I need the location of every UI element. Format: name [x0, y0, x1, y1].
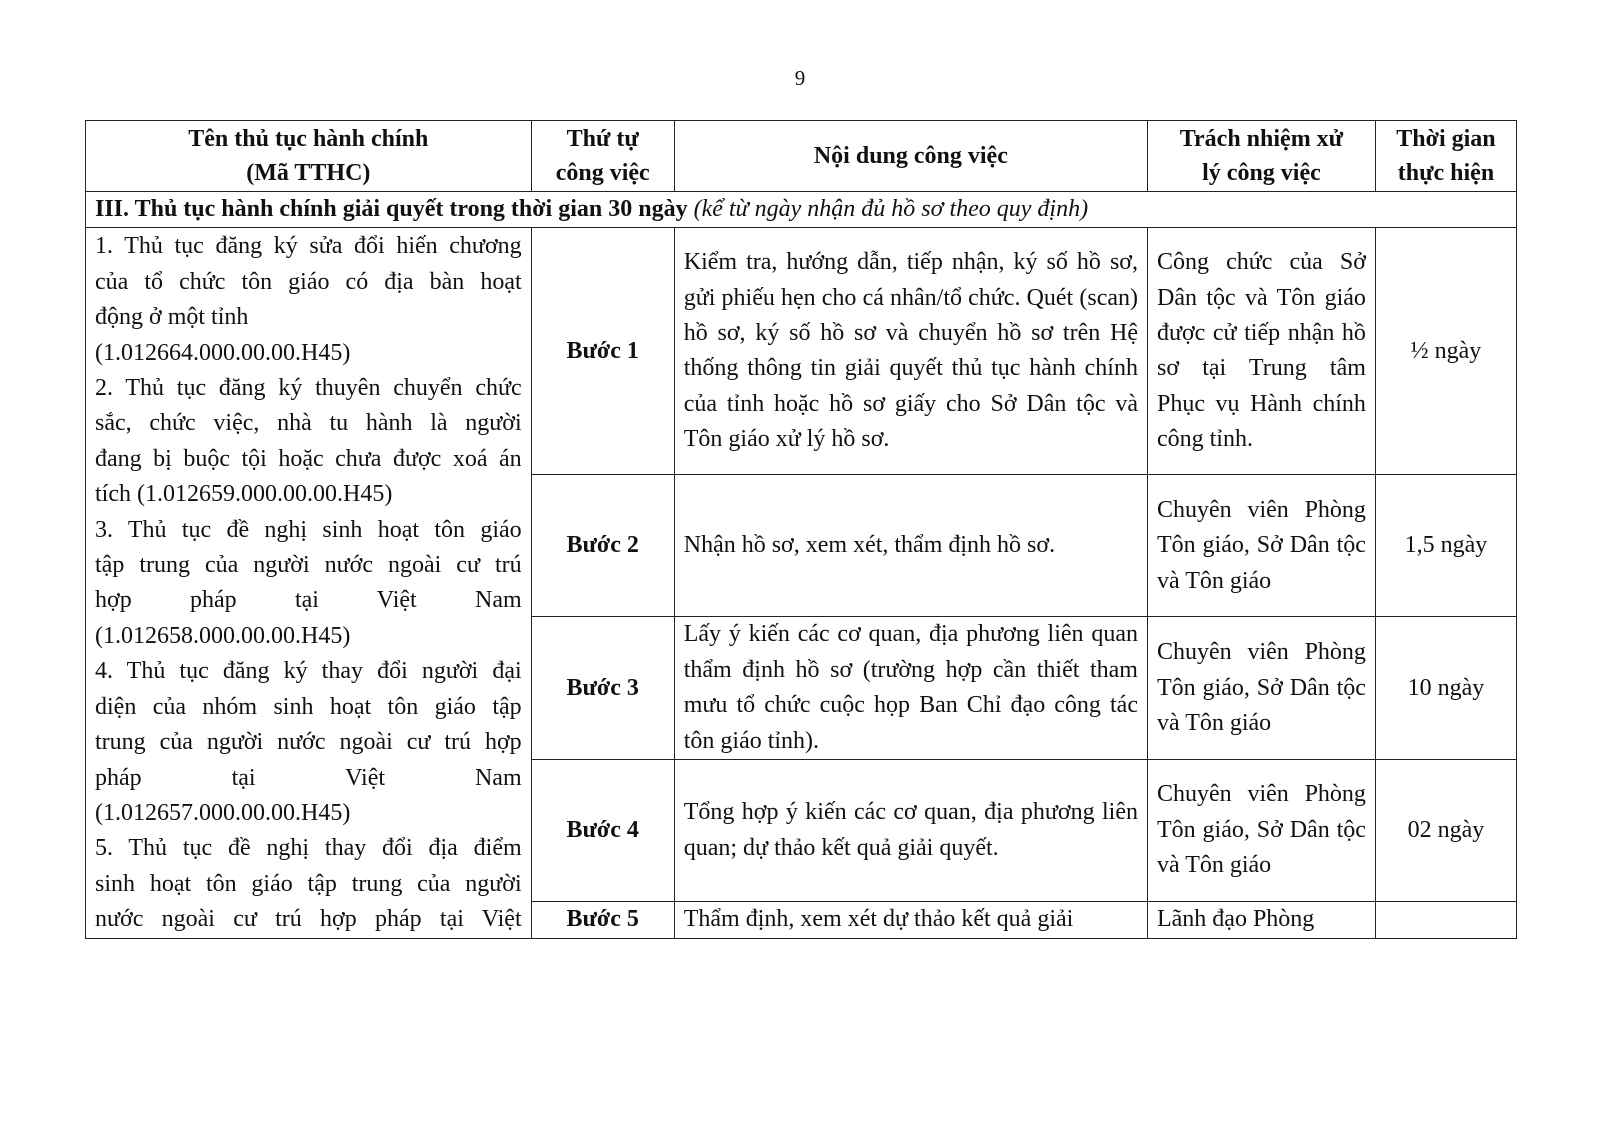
- step-time: 1,5 ngày: [1375, 475, 1516, 617]
- procedure-line: 3. Thủ tục đề nghị sinh hoạt tôn giáo: [95, 516, 522, 543]
- step-content: Lấy ý kiến các cơ quan, địa phương liên quan thẩm định hồ sơ (trường hợp cần thiết tham mưu tổ chức cuộc họp Ban Chỉ đạo công tác tôn giáo tỉnh).: [674, 617, 1147, 760]
- section-heading: [86, 192, 1517, 228]
- step-responsibility: Chuyên viên Phòng Tôn giáo, Sở Dân tộc và Tôn giáo: [1147, 475, 1375, 617]
- header-step-line2: công việc: [555, 160, 650, 186]
- procedure-line: tích (1.012659.000.00.00.H45): [95, 481, 393, 508]
- step-label: Bước 2: [531, 475, 674, 617]
- procedure-line: (1.012658.000.00.00.H45): [95, 622, 351, 649]
- procedure-line: 2. Thủ tục đăng ký thuyên chuyển chức: [95, 375, 522, 402]
- section-row: [86, 192, 1517, 228]
- page-number: 9: [794, 66, 806, 90]
- step-label: Bước 4: [531, 760, 674, 902]
- header-step: [531, 121, 674, 192]
- procedure-list: [86, 228, 532, 938]
- step-content: Tổng hợp ý kiến các cơ quan, địa phương liên quan; dự thảo kết quả giải quyết.: [674, 760, 1147, 902]
- header-time-line2: thực hiện: [1397, 160, 1495, 186]
- step-label: Bước 3: [531, 617, 674, 760]
- header-procedure-line1: Tên thủ tục hành chính: [188, 126, 429, 152]
- procedure-line: 5. Thủ tục đề nghị thay đổi địa điểm: [95, 835, 522, 862]
- section-note: (kể từ ngày nhận đủ hồ sơ theo quy định): [693, 196, 1089, 222]
- step-label: Bước 1: [531, 228, 674, 475]
- procedure-line: trung của người nước ngoài cư trú hợp: [95, 729, 522, 756]
- procedure-line: đang bị buộc tội hoặc chưa được xoá án: [95, 445, 522, 472]
- step-time: 10 ngày: [1375, 617, 1516, 760]
- header-time: [1375, 121, 1516, 192]
- header-procedure: [86, 121, 532, 192]
- procedure-line: sắc, chức việc, nhà tu hành là người: [95, 410, 522, 437]
- table-row: [86, 228, 1517, 475]
- procedure-line: 1. Thủ tục đăng ký sửa đổi hiến chương: [95, 233, 522, 260]
- procedure-line: (1.012664.000.00.00.H45): [95, 339, 351, 366]
- header-responsibility: [1147, 121, 1375, 192]
- procedure-table: [85, 120, 1517, 939]
- step-time: 02 ngày: [1375, 760, 1516, 902]
- procedure-line: pháp tại Việt Nam: [95, 764, 522, 791]
- step-content: Nhận hồ sơ, xem xét, thẩm định hồ sơ.: [674, 475, 1147, 617]
- step-content: Thẩm định, xem xét dự thảo kết quả giải: [674, 902, 1147, 938]
- procedure-line: hợp pháp tại Việt Nam: [95, 587, 522, 614]
- header-procedure-line2: (Mã TTHC): [246, 160, 371, 186]
- header-time-line1: Thời gian: [1396, 126, 1496, 152]
- header-content: Nội dung công việc: [674, 121, 1147, 192]
- procedure-line: động ở một tỉnh: [95, 304, 249, 331]
- step-content: Kiểm tra, hướng dẫn, tiếp nhận, ký số hồ sơ, gửi phiếu hẹn cho cá nhân/tổ chức. Quét (scan) hồ sơ, ký số hồ sơ và chuyển hồ sơ trên Hệ thống thông tin giải quyết thủ tục hành chính của tỉnh hoặc hồ sơ giấy cho Sở Dân tộc và Tôn giáo xử lý hồ sơ.: [674, 228, 1147, 475]
- procedure-line: của tổ chức tôn giáo có địa bàn hoạt: [95, 268, 522, 295]
- step-time: ½ ngày: [1375, 228, 1516, 475]
- procedure-line: (1.012657.000.00.00.H45): [95, 799, 351, 826]
- header-step-line1: Thứ tự: [566, 126, 639, 152]
- procedure-line: nước ngoài cư trú hợp pháp tại Việt: [95, 906, 522, 933]
- procedure-line: sinh hoạt tôn giáo tập trung của người: [95, 870, 522, 897]
- step-responsibility: Lãnh đạo Phòng: [1147, 902, 1375, 938]
- procedure-line: diện của nhóm sinh hoạt tôn giáo tập: [95, 693, 522, 720]
- header-responsibility-line1: Trách nhiệm xử: [1179, 126, 1344, 152]
- header-responsibility-line2: lý công việc: [1202, 160, 1321, 186]
- step-responsibility: Công chức của Sở Dân tộc và Tôn giáo được cử tiếp nhận hồ sơ tại Trung tâm Phục vụ Hành chính công tỉnh.: [1147, 228, 1375, 475]
- section-title: III. Thủ tục hành chính giải quyết trong thời gian 30 ngày: [95, 196, 688, 222]
- step-label: Bước 5: [531, 902, 674, 938]
- header-row: [86, 121, 1517, 192]
- step-responsibility: Chuyên viên Phòng Tôn giáo, Sở Dân tộc và Tôn giáo: [1147, 760, 1375, 902]
- step-responsibility: Chuyên viên Phòng Tôn giáo, Sở Dân tộc và Tôn giáo: [1147, 617, 1375, 760]
- step-time: [1375, 902, 1516, 938]
- procedure-line: tập trung của người nước ngoài cư trú: [95, 552, 522, 579]
- procedure-line: 4. Thủ tục đăng ký thay đổi người đại: [95, 658, 522, 685]
